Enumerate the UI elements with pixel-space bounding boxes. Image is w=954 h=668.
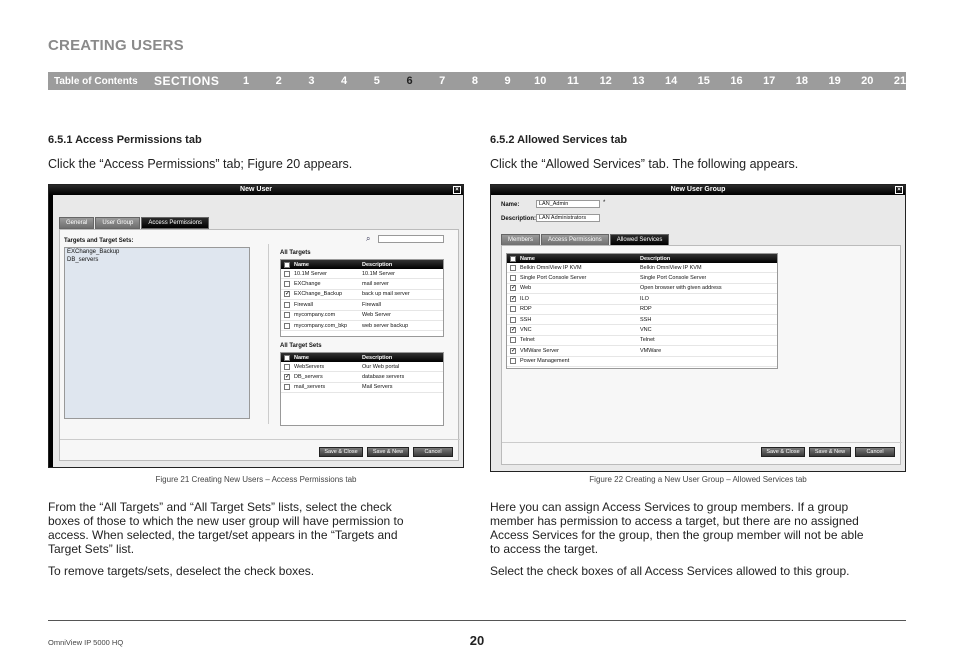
figure-22-caption: Figure 22 Creating a New User Group – Allowed Services tab: [589, 475, 807, 484]
table-row[interactable]: [507, 336, 777, 346]
table-header: [507, 254, 777, 263]
row-name: mail_servers: [294, 384, 326, 391]
table-header: [281, 353, 443, 362]
new-user-group-window-title: [491, 185, 905, 195]
row-description: ILO: [640, 295, 649, 302]
table-row[interactable]: [281, 290, 443, 300]
tab-access-permissions[interactable]: Access Permissions: [141, 217, 209, 229]
row-name: mycompany.com_bkp: [294, 322, 348, 329]
row-name: RDP: [520, 306, 532, 313]
row-name: DB_servers: [294, 374, 323, 381]
row-checkbox[interactable]: [510, 306, 516, 312]
row-checkbox[interactable]: [284, 271, 290, 277]
group-description-label: Description:: [501, 216, 537, 222]
tab-access-permissions[interactable]: Access Permissions: [541, 234, 609, 246]
targets-and-sets-label: Targets and Target Sets:: [64, 238, 134, 244]
column-header-name: Name: [520, 255, 535, 262]
section-link-9[interactable]: 9: [504, 75, 511, 87]
row-checkbox[interactable]: [284, 323, 290, 329]
row-name: WebServers: [294, 363, 325, 370]
table-row[interactable]: [281, 372, 443, 382]
paragraph-line: Access Services for the group, then the group member will not be able: [490, 528, 864, 542]
new-user-window-title: [49, 185, 463, 195]
tab-user-group[interactable]: User Group: [95, 217, 140, 229]
new-user-group-screenshot: [490, 184, 906, 472]
new-user-tabs: [59, 217, 210, 229]
table-header: [281, 260, 443, 269]
all-target-sets-label: All Target Sets: [280, 343, 322, 349]
row-description: Single Port Console Server: [640, 275, 707, 282]
paragraph-line: member has permission to access a target, but there are no assigned: [490, 514, 859, 528]
row-description: VNC: [640, 327, 652, 334]
new-user-window-title-text: New User: [240, 186, 272, 193]
table-row[interactable]: [507, 357, 777, 367]
target-search-input[interactable]: [378, 235, 444, 243]
row-checkbox[interactable]: [510, 317, 516, 323]
row-description: mail server: [362, 281, 389, 288]
group-name-input[interactable]: LAN_Admin: [536, 200, 600, 208]
table-row[interactable]: [281, 321, 443, 331]
section-link-21[interactable]: 21: [893, 75, 907, 87]
sections-label: SECTIONS: [154, 74, 220, 88]
row-description: VMWare: [640, 347, 662, 354]
all-targets-label: All Targets: [280, 250, 311, 256]
row-description: SSH: [640, 316, 652, 323]
panel-divider: [268, 244, 269, 424]
allowed-services-section: [490, 134, 910, 171]
select-all-checkbox[interactable]: [510, 256, 516, 262]
row-name: mycompany.com: [294, 312, 336, 319]
select-services-note: Select the check boxes of all Access Services allowed to this group.: [490, 564, 850, 578]
row-description: Web Server: [362, 312, 391, 319]
section-link-11[interactable]: 11: [567, 75, 579, 87]
search-icon[interactable]: ⌕: [366, 234, 371, 243]
row-name: ILO: [520, 295, 529, 302]
document-title: CREATING USERS: [48, 37, 184, 54]
section-link-15[interactable]: 15: [697, 75, 710, 87]
row-name: Firewall: [294, 301, 313, 308]
row-name: EXChange_Backup: [294, 291, 343, 298]
row-name: Power Management: [520, 358, 570, 365]
row-name: Single Port Console Server: [520, 275, 587, 282]
paragraph-line: to access the target.: [490, 542, 599, 556]
row-description: RDP: [640, 306, 652, 313]
row-description: Mail Servers: [362, 384, 393, 391]
table-of-contents-link[interactable]: Table of Contents: [54, 75, 138, 87]
row-checkbox[interactable]: ✓: [511, 295, 517, 302]
row-description: Open browser with given address: [640, 285, 722, 292]
allowed-services-panel: [501, 245, 901, 465]
row-name: Telnet: [520, 337, 535, 344]
row-description: web server backup: [362, 322, 409, 329]
access-permissions-instructions: [48, 500, 468, 556]
column-header-name: Name: [294, 261, 309, 268]
table-row[interactable]: [281, 279, 443, 289]
column-header-description: Description: [362, 261, 393, 268]
save-close-button[interactable]: Save & Close: [319, 447, 363, 457]
section-link-1[interactable]: 1: [242, 75, 250, 87]
table-row[interactable]: [281, 383, 443, 393]
section-link-20[interactable]: 20: [861, 75, 874, 87]
save-new-button[interactable]: Save & New: [367, 447, 409, 457]
row-description: Our Web portal: [362, 363, 400, 370]
section-link-10[interactable]: 10: [534, 75, 547, 87]
table-row[interactable]: [507, 305, 777, 315]
column-header-description: Description: [640, 255, 671, 262]
select-all-checkbox[interactable]: [284, 355, 290, 361]
table-row[interactable]: [507, 273, 777, 283]
section-link-8[interactable]: 8: [471, 75, 478, 87]
paragraph-line: boxes of those to which the new user group will have permission to: [48, 514, 404, 528]
column-header-description: Description: [362, 354, 393, 361]
save-new-button[interactable]: Save & New: [809, 447, 851, 457]
footer-rule: [48, 620, 906, 621]
row-name: Web: [520, 285, 532, 292]
window-left-edge: [49, 195, 53, 468]
row-checkbox[interactable]: [284, 364, 290, 370]
section-link-4[interactable]: 4: [341, 75, 348, 87]
row-name: Belkin OmniView IP KVM: [520, 264, 582, 271]
allowed-services-instructions: [490, 500, 910, 556]
table-row[interactable]: [281, 300, 443, 310]
close-icon: ×: [895, 186, 903, 194]
section-navigation-bar: [48, 72, 906, 90]
access-permissions-panel: [59, 229, 459, 461]
row-checkbox[interactable]: [510, 265, 516, 271]
save-close-button[interactable]: Save & Close: [761, 447, 805, 457]
page-number: 20: [469, 633, 485, 648]
table-row[interactable]: [507, 263, 777, 273]
table-row[interactable]: [507, 315, 777, 325]
product-name: OmniView IP 5000 HQ: [48, 638, 124, 647]
group-name-label: Name:: [501, 202, 520, 208]
paragraph-line: access. When selected, the target/set appears in the “Targets and: [48, 528, 398, 542]
row-checkbox[interactable]: [510, 275, 516, 281]
list-item[interactable]: EXChange_Backup: [67, 249, 120, 255]
list-item[interactable]: DB_servers: [67, 257, 99, 263]
all-targets-table: [280, 259, 444, 337]
table-row[interactable]: [281, 311, 443, 321]
all-target-sets-table: [280, 352, 444, 426]
table-row[interactable]: [507, 294, 777, 304]
cancel-button[interactable]: Cancel: [413, 447, 453, 457]
row-name: EXChange: [294, 281, 321, 288]
row-checkbox[interactable]: ✓: [285, 374, 291, 381]
row-checkbox[interactable]: [284, 312, 290, 318]
table-row[interactable]: [507, 346, 777, 356]
row-name: 10.1M Server: [294, 270, 328, 277]
row-description: Telnet: [640, 337, 655, 344]
access-permissions-section: [48, 134, 468, 171]
section-page-links: [232, 72, 906, 90]
section-link-17[interactable]: 17: [763, 75, 776, 87]
row-description: 10.1M Server: [362, 270, 396, 277]
row-checkbox[interactable]: ✓: [511, 327, 517, 334]
section-link-14[interactable]: 14: [664, 75, 678, 87]
row-name: VNC: [520, 327, 532, 334]
row-checkbox[interactable]: ✓: [511, 347, 517, 354]
table-row[interactable]: [507, 325, 777, 335]
section-link-13[interactable]: 13: [632, 75, 645, 87]
remove-targets-note: To remove targets/sets, deselect the check boxes.: [48, 564, 315, 578]
cancel-button[interactable]: Cancel: [855, 447, 895, 457]
paragraph-line: From the “All Targets” and “All Target Sets” lists, select the check: [48, 500, 392, 514]
section-link-19[interactable]: 19: [828, 75, 841, 87]
section-link-7[interactable]: 7: [439, 75, 446, 87]
button-row-divider: [60, 439, 460, 440]
row-checkbox[interactable]: ✓: [285, 291, 291, 298]
section-link-16[interactable]: 16: [730, 75, 743, 87]
section-link-3[interactable]: 3: [308, 75, 315, 87]
allowed-services-intro: Click the “Allowed Services” tab. The following appears.: [490, 157, 799, 171]
allowed-services-table: [506, 253, 778, 369]
table-row[interactable]: [281, 362, 443, 372]
figure-21-caption: Figure 21 Creating New Users – Access Permissions tab: [155, 475, 357, 484]
section-link-18[interactable]: 18: [795, 75, 809, 87]
tab-allowed-services[interactable]: Allowed Services: [610, 234, 670, 246]
button-row-divider: [502, 442, 902, 443]
row-checkbox[interactable]: [284, 281, 290, 287]
access-permissions-intro: Click the “Access Permissions” tab; Figure 20 appears.: [48, 157, 353, 171]
row-checkbox[interactable]: [510, 358, 516, 364]
row-name: SSH: [520, 316, 532, 323]
close-icon: ×: [453, 186, 461, 194]
new-user-group-window-title-text: New User Group: [670, 186, 726, 193]
tab-members[interactable]: Members: [501, 234, 540, 246]
select-all-checkbox[interactable]: [284, 262, 290, 268]
tab-general[interactable]: General: [59, 217, 94, 229]
row-checkbox[interactable]: ✓: [511, 285, 517, 292]
section-link-6[interactable]: 6: [406, 75, 413, 87]
table-row[interactable]: [281, 269, 443, 279]
row-description: back up mail server: [362, 291, 410, 298]
row-checkbox[interactable]: [284, 302, 290, 308]
required-marker: *: [603, 200, 606, 206]
row-checkbox[interactable]: [510, 337, 516, 343]
row-name: VMWare Server: [520, 347, 559, 354]
row-checkbox[interactable]: [284, 384, 290, 390]
section-link-5[interactable]: 5: [373, 75, 380, 87]
table-row[interactable]: [507, 284, 777, 294]
section-link-12[interactable]: 12: [599, 75, 612, 87]
row-description: Firewall: [362, 301, 381, 308]
row-description: Belkin OmniView IP KVM: [640, 264, 702, 271]
column-header-name: Name: [294, 354, 309, 361]
paragraph-line: Here you can assign Access Services to group members. If a group: [490, 500, 849, 514]
section-link-2[interactable]: 2: [275, 75, 282, 87]
targets-and-sets-list[interactable]: [64, 247, 250, 419]
allowed-services-heading: 6.5.2 Allowed Services tab: [490, 134, 628, 146]
paragraph-line: Target Sets” list.: [48, 542, 135, 556]
row-description: database servers: [362, 374, 405, 381]
group-description-input[interactable]: LAN Administrators: [536, 214, 600, 222]
new-user-screenshot: [48, 184, 464, 468]
access-permissions-heading: 6.5.1 Access Permissions tab: [48, 134, 202, 146]
